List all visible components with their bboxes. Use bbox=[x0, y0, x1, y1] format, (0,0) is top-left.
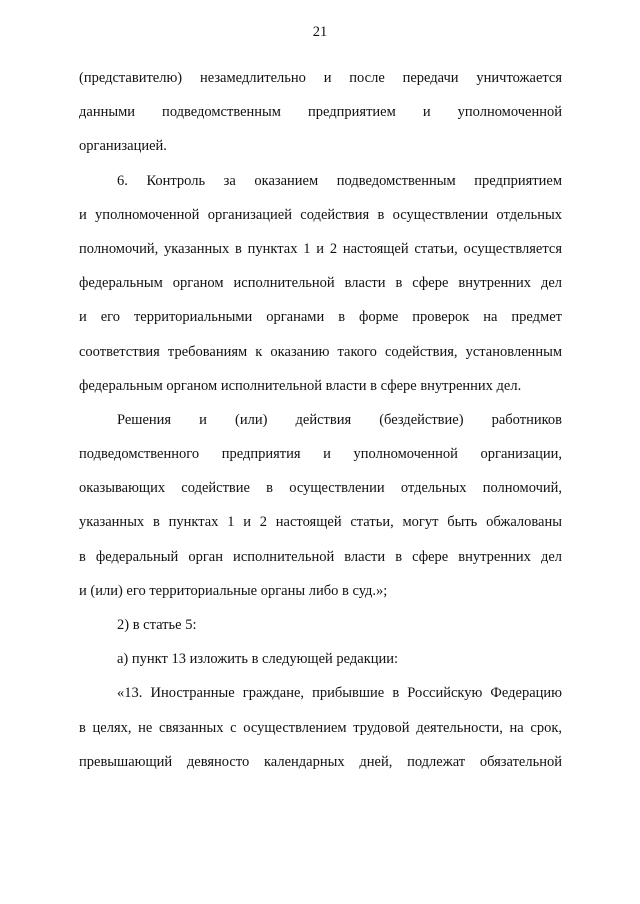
text-line: «13. Иностранные граждане, прибывшие в Российскую Федерацию bbox=[117, 685, 562, 702]
text-line: федеральным органом исполнительной власти в сфере внутренних дел. bbox=[79, 377, 522, 394]
text-line: данными подведомственным предприятием и уполномоченной bbox=[79, 104, 562, 121]
text-line: оказывающих содействие в осуществлении отдельных полномочий, bbox=[79, 480, 562, 497]
text-line: (представителю) незамедлительно и после передачи уничтожается bbox=[79, 70, 562, 86]
text-line: организацией. bbox=[79, 138, 167, 155]
text-line: и (или) его территориальные органы либо в суд.»; bbox=[79, 582, 388, 599]
text-line: подведомственного предприятия и уполномоченной организации, bbox=[79, 446, 562, 463]
text-line: указанных в пунктах 1 и 2 настоящей статьи, могут быть обжалованы bbox=[79, 514, 562, 531]
text-line: и уполномоченной организацией содействия в осуществлении отдельных bbox=[79, 206, 562, 223]
text-line: а) пункт 13 изложить в следующей редакции: bbox=[117, 651, 399, 668]
text-line: 6. Контроль за оказанием подведомственным предприятием bbox=[117, 172, 562, 189]
text-line: полномочий, указанных в пунктах 1 и 2 настоящей статьи, осуществляется bbox=[79, 240, 562, 257]
text-line: в целях, не связанных с осуществлением трудовой деятельности, на срок, bbox=[79, 719, 562, 736]
text-line: Решения и (или) действия (бездействие) работников bbox=[117, 411, 562, 428]
text-line: превышающий девяносто календарных дней, подлежат обязательной bbox=[79, 753, 562, 770]
text-line: в федеральный орган исполнительной власти в сфере внутренних дел bbox=[79, 548, 562, 565]
page-number: 21 bbox=[312, 24, 328, 40]
document-body bbox=[79, 68, 562, 786]
text-line: соответствия требованиям к оказанию такого содействия, установленным bbox=[79, 343, 562, 360]
text-line: 2) в статье 5: bbox=[117, 617, 197, 633]
text-line: федеральным органом исполнительной власти в сфере внутренних дел bbox=[79, 275, 562, 292]
text-line: и его территориальными органами в форме проверок на предмет bbox=[79, 309, 562, 326]
